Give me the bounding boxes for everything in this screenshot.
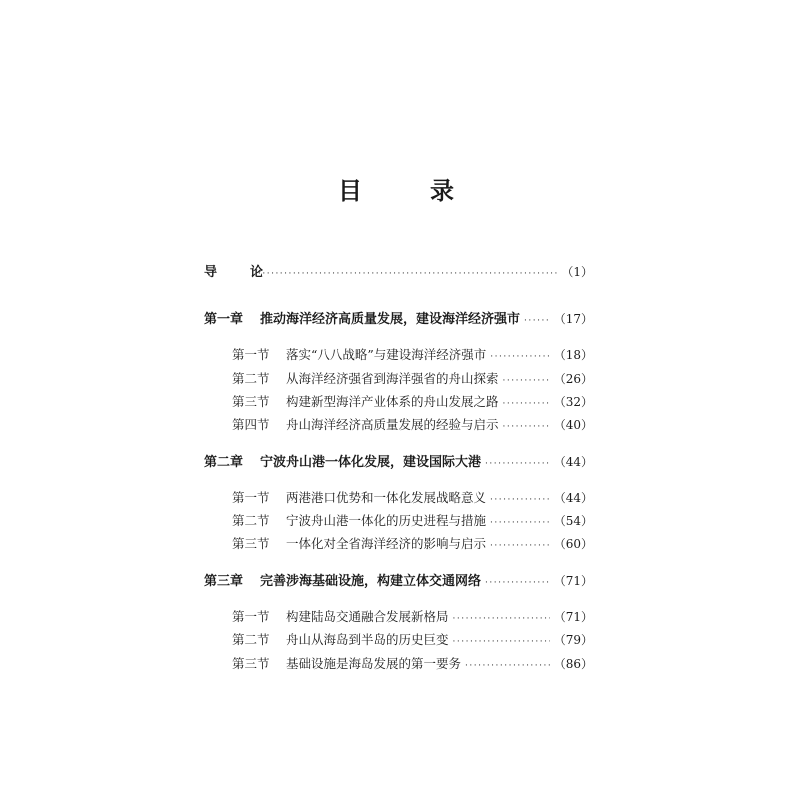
toc-entry-section[interactable] [232,345,593,365]
entry-title: 构建新型海洋产业体系的舟山发展之路 [286,394,499,409]
entry-title: 舟山从海岛到半岛的历史巨变 [286,632,449,647]
entry-page-number: （40） [553,418,593,432]
entry-label: 第二节 [232,371,270,386]
entry-page-number: （26） [553,372,593,386]
toc-entry-section[interactable] [232,654,593,674]
entry-page-number: （54） [553,514,593,528]
toc-entry-chapter-2[interactable] [204,452,593,472]
entry-page-number: （60） [553,537,593,551]
entry-title: 宁波舟山港一体化的历史进程与措施 [286,513,487,528]
entry-page-number: （17） [553,312,593,326]
entry-label: 第三节 [232,656,270,671]
dot-leader [485,454,550,474]
entry-page-number: （71） [553,574,593,588]
entry-label: 第二节 [232,513,270,528]
entry-label: 第三章 [204,574,244,589]
entry-title: 完善涉海基础设施，构建立体交通网络 [260,574,482,589]
toc-entry-intro[interactable] [204,262,593,282]
entry-title: 宁波舟山港一体化发展，建设国际大港 [260,455,482,470]
entry-label: 第一节 [232,347,270,362]
entry-label: 第一节 [232,490,270,505]
toc-entry-section[interactable] [232,534,593,554]
entry-title: 构建陆岛交通融合发展新格局 [286,609,449,624]
dot-leader [503,394,550,414]
toc-entry-section[interactable] [232,392,593,412]
entry-label: 导 论 [204,265,274,280]
dot-leader [453,632,550,652]
entry-title: 舟山海洋经济高质量发展的经验与启示 [286,417,499,432]
dot-leader [490,490,550,510]
toc-entry-section[interactable] [232,369,593,389]
entry-page-number: （44） [553,455,593,469]
dot-leader [490,513,550,533]
entry-title: 推动海洋经济高质量发展，建设海洋经济强市 [260,312,521,327]
toc-entry-section[interactable] [232,415,593,435]
entry-page-number: （44） [553,491,593,505]
entry-title: 从海洋经济强省到海洋强省的舟山探索 [286,371,499,386]
toc-entry-section[interactable] [232,607,593,627]
dot-leader [503,417,550,437]
entry-label: 第三节 [232,536,270,551]
entry-label: 第一节 [232,609,270,624]
dot-leader [503,371,550,391]
entry-page-number: （71） [553,610,593,624]
dot-leader [485,573,550,593]
entry-page-number: （32） [553,395,593,409]
entry-label: 第一章 [204,312,244,327]
toc-entry-section[interactable] [232,488,593,508]
dot-leader [524,311,550,331]
entry-label: 第二章 [204,455,244,470]
page-title: 目 录 [338,177,476,205]
toc-entry-section[interactable] [232,630,593,650]
entry-page-number: （18） [553,348,593,362]
dot-leader [258,264,557,284]
toc-entry-chapter-1[interactable] [204,309,593,329]
entry-label: 第二节 [232,632,270,647]
entry-page-number: （86） [553,657,593,671]
toc-entry-section[interactable] [232,511,593,531]
toc-entry-chapter-3[interactable] [204,571,593,591]
dot-leader [490,347,549,367]
entry-label: 第四节 [232,417,270,432]
entry-page-number: （1） [561,265,593,279]
entry-page-number: （79） [553,633,593,647]
dot-leader [490,536,550,556]
entry-title: 落实“八八战略”与建设海洋经济强市 [286,347,487,362]
entry-title: 基础设施是海岛发展的第一要务 [286,656,462,671]
dot-leader [453,609,550,629]
entry-title: 一体化对全省海洋经济的影响与启示 [286,536,487,551]
dot-leader [465,656,550,676]
entry-label: 第三节 [232,394,270,409]
entry-title: 两港港口优势和一体化发展战略意义 [286,490,487,505]
